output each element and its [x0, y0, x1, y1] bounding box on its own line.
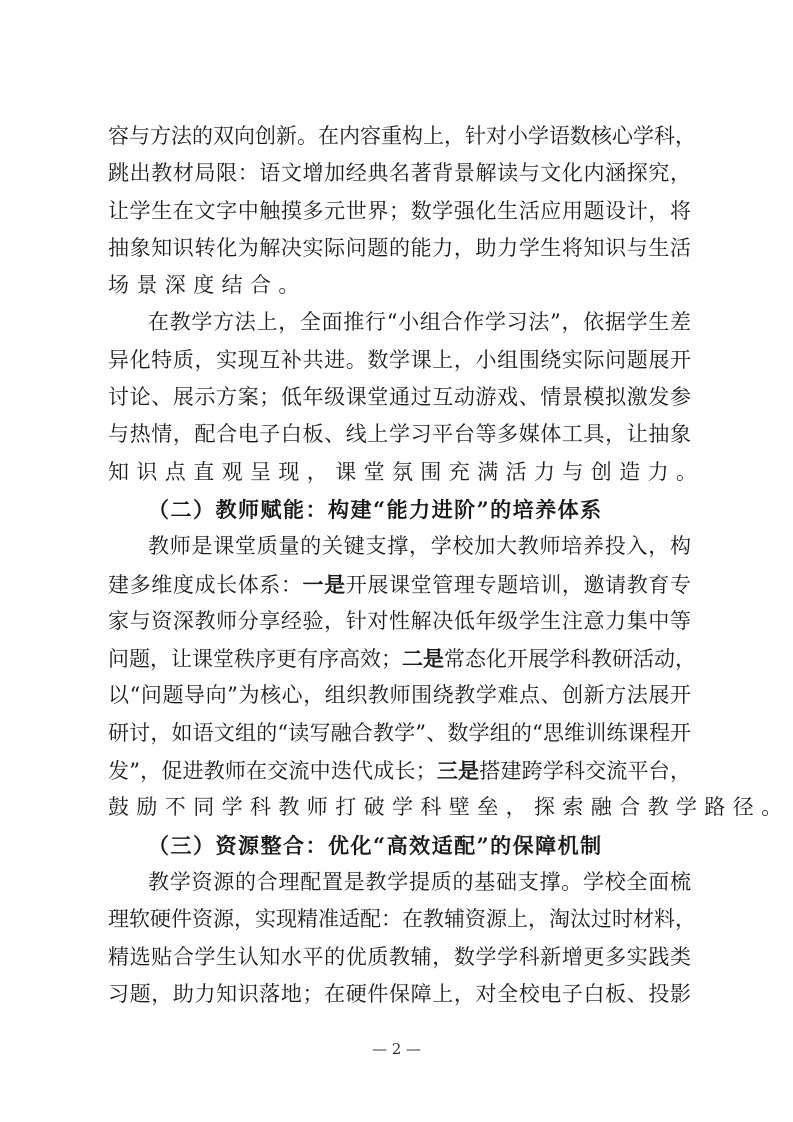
- bold-text: 二是: [402, 646, 444, 672]
- text-segment: 场景深度结合。: [108, 273, 307, 298]
- text-segment: 抽象知识转化为解决实际问题的能力，助力学生将知识与生活: [108, 235, 691, 260]
- text-segment: 教师是课堂质量的关键支撑，学校加大教师培养投入，构: [148, 534, 691, 559]
- text-line: [108, 118, 696, 155]
- text-segment: 家与资深教师分享经验，针对性解决低年级学生注意力集中等: [108, 608, 691, 633]
- text-line: [108, 304, 691, 341]
- text-segment: 理软硬件资源，实现精准适配：在教辅资源上，淘汰过时材料，: [108, 907, 696, 932]
- text-line: [108, 864, 691, 901]
- document-body: [108, 118, 790, 1013]
- text-segment: 讨论、展示方案；低年级课堂通过互动游戏、情景模拟激发参: [108, 385, 691, 410]
- section-heading: （二）教师赋能：构建“能力进阶”的培养体系: [148, 496, 603, 522]
- text-line: [108, 603, 691, 640]
- paragraph: [108, 304, 705, 490]
- text-line: [108, 789, 790, 826]
- bold-text: 三是: [436, 758, 480, 784]
- text-line: [108, 155, 691, 192]
- text-line: [108, 267, 691, 304]
- text-line: [108, 379, 691, 416]
- text-segment: 开展课堂管理专题培训，邀请教育专: [345, 572, 692, 597]
- text-segment: 教学资源的合理配置是教学提质的基础支撑。学校全面梳: [148, 869, 691, 894]
- text-line: [108, 752, 691, 789]
- text-line: [108, 677, 691, 714]
- page-number: — 2 —: [371, 1040, 422, 1058]
- text-segment: 让学生在文字中触摸多元世界；数学强化生活应用题设计，将: [108, 198, 691, 223]
- paragraph: [108, 864, 696, 1013]
- text-segment: 发”，促进教师在交流中迭代成长；: [108, 759, 437, 784]
- text-line: [108, 939, 691, 976]
- text-segment: 建多维度成长体系：: [108, 572, 303, 597]
- text-line: [108, 901, 696, 938]
- text-segment: 鼓励不同学科教师打破学科壁垒，探索融合教学路径。: [108, 795, 790, 820]
- text-segment: 以“问题导向”为核心，组织教师围绕教学难点、创新方法展开: [108, 683, 691, 708]
- section-heading: （三）资源整合：优化“高效适配”的保障机制: [148, 832, 603, 858]
- text-line: [108, 715, 691, 752]
- text-line: [108, 416, 691, 453]
- text-segment: 精选贴合学生认知水平的优质教辅，数学学科新增更多实践类: [108, 944, 691, 969]
- text-segment: 异化特质，实现互补共进。数学课上，小组围绕实际问题展开: [108, 347, 691, 372]
- text-line: [108, 528, 691, 565]
- text-segment: 跳出教材局限：语文增加经典名著背景解读与文化内涵探究，: [108, 161, 691, 186]
- text-segment: 与热情，配合电子白板、线上学习平台等多媒体工具，让抽象: [108, 422, 691, 447]
- text-segment: 研讨，如语文组的“读写融合教学”、数学组的“思维训练课程开: [108, 720, 691, 745]
- text-line: [108, 193, 691, 230]
- text-line: [108, 640, 696, 677]
- text-segment: 问题，让课堂秩序更有序高效；: [108, 647, 402, 672]
- text-line: [108, 976, 691, 1013]
- text-segment: 在教学方法上，全面推行“小组合作学习法”，依据学生差: [148, 310, 691, 335]
- paragraph: [108, 528, 790, 826]
- text-segment: 搭建跨学科交流平台，: [479, 759, 691, 784]
- text-segment: 知识点直观呈现，课堂氛围充满活力与创造力。: [108, 459, 705, 484]
- text-line: [108, 230, 691, 267]
- text-segment: 习题，助力知识落地；在硬件保障上，对全校电子白板、投影: [108, 981, 691, 1006]
- text-line: [108, 566, 691, 603]
- bold-text: 一是: [302, 571, 346, 597]
- text-segment: 常态化开展学科教研活动，: [444, 647, 696, 672]
- text-line: [108, 342, 691, 379]
- text-segment: 容与方法的双向创新。在内容重构上，针对小学语数核心学科，: [108, 124, 696, 148]
- text-line: [108, 454, 705, 491]
- paragraph: [108, 118, 696, 304]
